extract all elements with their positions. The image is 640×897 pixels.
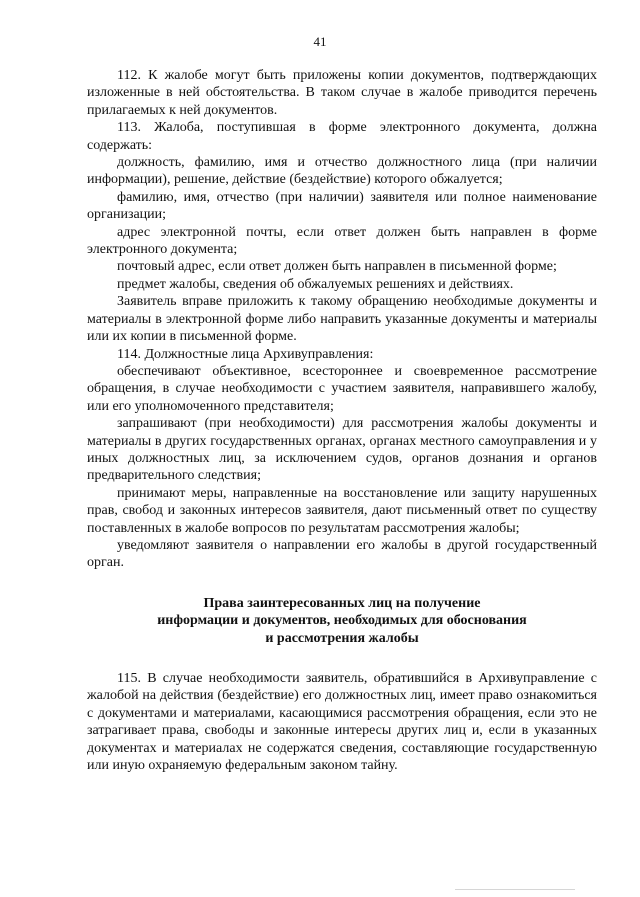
paragraph-113-item-postal: почтовый адрес, если ответ должен быть направлен в письменной форме; — [117, 259, 557, 275]
paragraph-113-item-subject: предмет жалобы, сведения об обжалуемых решениях и действиях. — [117, 276, 514, 292]
section-heading — [87, 595, 597, 647]
section-heading-line-3: и рассмотрения жалобы — [265, 630, 419, 646]
paragraph-114-item-measures: принимают меры, направленные на восстановление или защиту нарушенных прав, свобод и законных интересов заявителя, дают письменный ответ по существу поставленных в жалобе вопросов по результатам рассмотрения жалобы; — [87, 485, 597, 536]
paragraph-113-item-official: должность, фамилию, имя и отчество должностного лица (при наличии информации), решение, действие (бездействие) которого обжалуется; — [87, 155, 597, 188]
section-heading-line-1: Права заинтересованных лиц на получение — [203, 595, 481, 611]
bottom-divider — [455, 889, 575, 890]
paragraph-113-attachments: Заявитель вправе приложить к такому обращению необходимые документы и материалы в электронной форме либо направить указанные документы и материалы или их копии в письменной форме. — [87, 294, 597, 345]
paragraph-114-item-notify: уведомляют заявителя о направлении его жалобы в другой государственный орган. — [87, 537, 597, 571]
page-number: 41 — [313, 34, 327, 49]
paragraph-113-item-email: адрес электронной почты, если ответ должен быть направлен в форме электронного документа; — [87, 224, 597, 258]
paragraph-114: 114. Должностные лица Архивуправления: — [117, 346, 374, 362]
section-heading-line-2: информации и документов, необходимых для обоснования — [157, 613, 527, 629]
paragraph-114-item-request: запрашивают (при необходимости) для рассмотрения жалобы документы и материалы в других государственных органах, органах местного самоуправления и у иных должностных лиц, за исключением судов, органов дознания и органов предварительного следствия; — [87, 416, 597, 484]
paragraph-113-item-applicant: фамилию, имя, отчество (при наличии) заявителя или полное наименование организации; — [87, 189, 597, 223]
paragraph-112: 112. К жалобе могут быть приложены копии документов, подтверждающих изложенные в ней обстоятельства. В таком случае в жалобе приводится перечень прилагаемых к ней документов. — [87, 68, 597, 118]
document-body — [87, 67, 597, 774]
paragraph-114-item-ensure: обеспечивают объективное, всестороннее и своевременное рассмотрение обращения, в случае необходимости с участием заявителя, направившего жалобу, или его уполномоченного представителя; — [87, 363, 597, 414]
paragraph-115: 115. В случае необходимости заявитель, обратившийся в Архивуправление с жалобой на действия (бездействие) его должностных лиц, имеет право ознакомиться с документами и материалами, касающимися рассмотрения обращения, если это не затрагивает права, свободы и законные интересы других лиц и, если в указанных документах и материалах не содержатся сведения, составляющие государственную или иную охраняемую федеральным законом тайну. — [87, 671, 597, 774]
paragraph-113: 113. Жалоба, поступившая в форме электронного документа, должна содержать: — [87, 120, 597, 153]
